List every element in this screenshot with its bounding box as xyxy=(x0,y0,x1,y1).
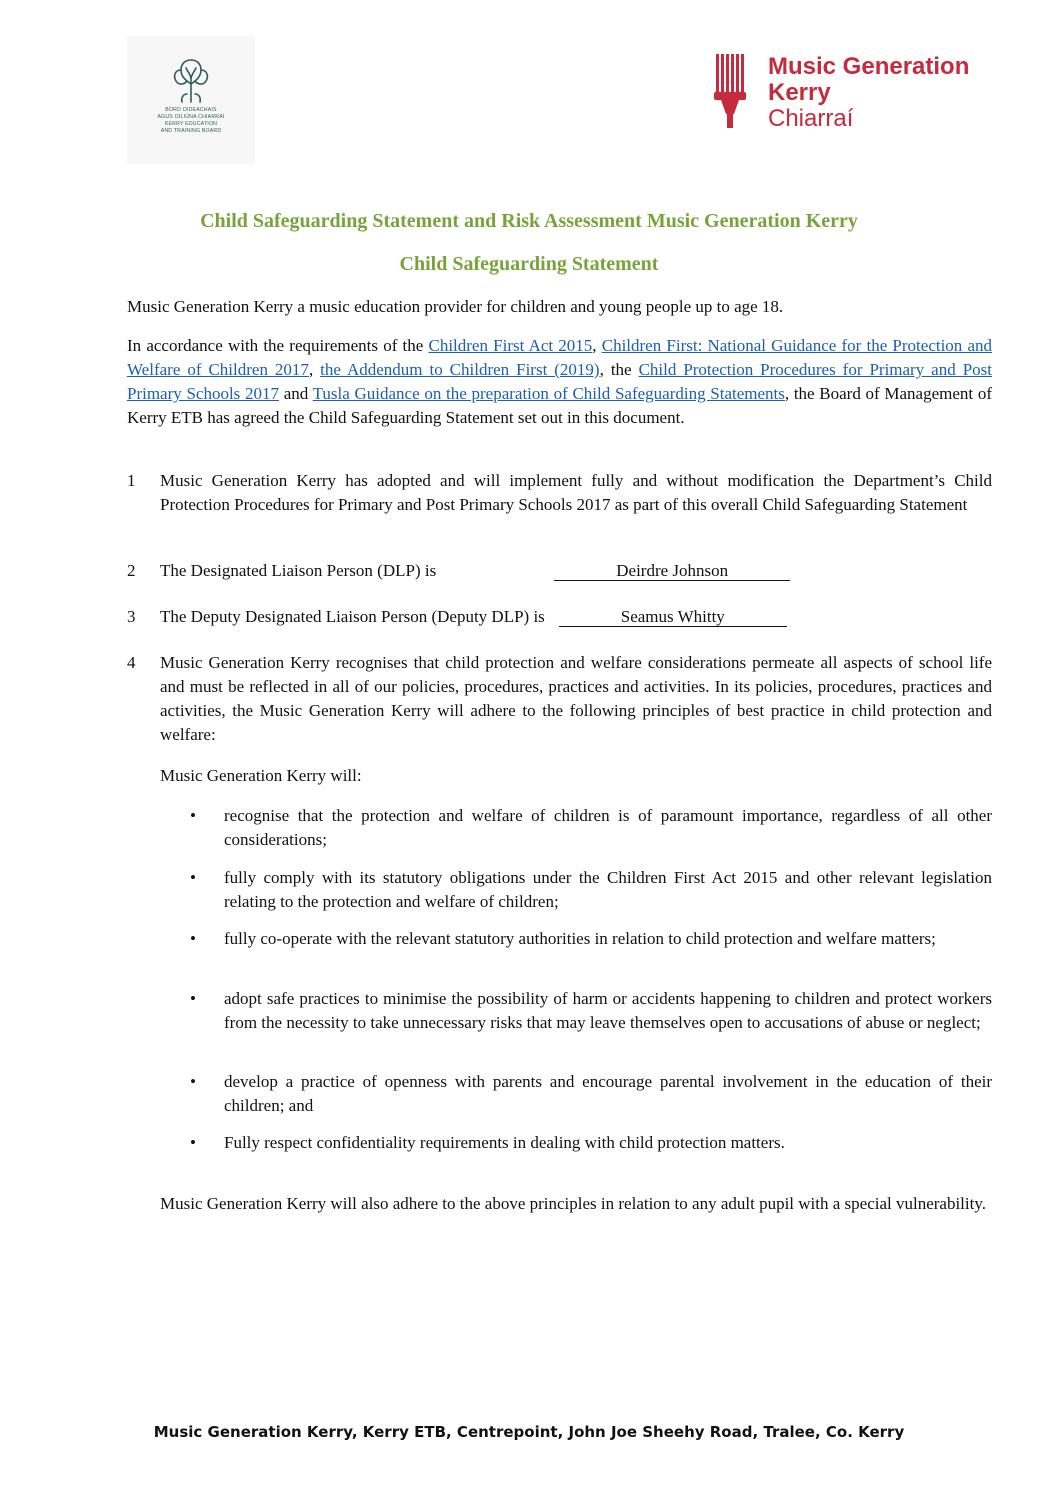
accordance-text: , xyxy=(308,360,321,379)
tree-icon xyxy=(169,54,213,104)
page-title: Child Safeguarding Statement and Risk Assessment Music Generation Kerry xyxy=(200,210,858,232)
will-intro: Music Generation Kerry will: xyxy=(160,766,362,785)
etb-logo-text xyxy=(127,107,255,135)
link-child-protection-procedures[interactable]: Child Protection Procedures for Primary and Post Primary Schools 2017 xyxy=(127,360,992,403)
bullet-icon: • xyxy=(190,1072,196,1091)
page-footer: Music Generation Kerry, Kerry ETB, Centrepoint, John Joe Sheehy Road, Tralee, Co. Kerry xyxy=(153,1423,905,1441)
bullet-icon: • xyxy=(190,989,196,1008)
item-number: 1 xyxy=(127,471,136,490)
intro-paragraph: Music Generation Kerry a music education provider for children and young people up to age 18. xyxy=(127,297,784,316)
link-national-guidance[interactable]: Children First: National Guidance for the Protection and Welfare of Children 2017 xyxy=(127,336,993,379)
accordance-text: In accordance with the requirements of the xyxy=(127,336,429,355)
accordance-text: and xyxy=(279,384,313,403)
mgk-logo-text xyxy=(768,54,969,132)
bullet-icon: • xyxy=(190,868,196,887)
item-number: 4 xyxy=(127,653,136,672)
mgk-logo-line3: Chiarraí xyxy=(768,105,854,132)
item-text: Music Generation Kerry has adopted and will implement fully and without modification the Department’s Child Protection Procedures for Primary and Post Primary Schools 2017 as part of this overall Child Safeguarding Statement xyxy=(160,471,992,514)
item-number: 3 xyxy=(127,607,136,626)
closing-paragraph: Music Generation Kerry will also adhere to the above principles in relation to any adult pupil with a special vulnerability. xyxy=(160,1194,986,1213)
deputy-dlp-label: The Deputy Designated Liaison Person (Deputy DLP) is xyxy=(160,607,545,626)
dlp-label: The Designated Liaison Person (DLP) is xyxy=(160,561,437,580)
accordance-paragraph xyxy=(127,334,992,430)
bullet-item: adopt safe practices to minimise the possibility of harm or accidents happening to children and protect workers from the necessity to take unnecessary risks that may leave themselves open to accusations of abuse or neglect; xyxy=(224,989,992,1032)
deputy-dlp-row xyxy=(160,605,992,629)
item-text: Music Generation Kerry recognises that child protection and welfare considerations permeate all aspects of school life and must be reflected in all of our policies, procedures, practices and activities. In its policies, procedures, practices and activities, the Music Generation Kerry will adhere to the following principles of best practice in child protection and welfare: xyxy=(160,653,992,744)
dlp-row xyxy=(160,559,992,583)
microphone-icon xyxy=(712,52,752,132)
bullet-icon: • xyxy=(190,929,196,948)
bullet-item: fully comply with its statutory obligations under the Children First Act 2015 and other relevant legislation relating to the protection and welfare of children; xyxy=(224,868,992,911)
music-generation-kerry-logo xyxy=(706,52,996,136)
bullet-item: Fully respect confidentiality requirements in dealing with child protection matters. xyxy=(224,1133,785,1152)
deputy-dlp-name: Seamus Whitty xyxy=(559,607,787,627)
mgk-logo-line2: Kerry xyxy=(768,79,831,106)
mgk-logo-line1: Music Generation xyxy=(768,53,970,80)
page-subtitle: Child Safeguarding Statement xyxy=(399,253,659,275)
link-children-first-act[interactable]: Children First Act 2015 xyxy=(428,336,593,355)
bullet-icon: • xyxy=(190,806,196,825)
bullet-icon: • xyxy=(190,1133,196,1152)
bullet-item: fully co-operate with the relevant statutory authorities in relation to child protection and welfare matters; xyxy=(224,929,936,948)
kerry-etb-logo xyxy=(127,36,255,164)
link-addendum[interactable]: the Addendum to Children First (2019) xyxy=(320,360,600,379)
bullet-item: develop a practice of openness with parents and encourage parental involvement in the education of their children; and xyxy=(224,1072,992,1115)
accordance-text: , the Board of Management of Kerry ETB has agreed the Child Safeguarding Statement set out in this document. xyxy=(127,384,992,427)
accordance-text: , the xyxy=(599,360,639,379)
bullet-item: recognise that the protection and welfare of children is of paramount importance, regardless of all other considerations; xyxy=(224,806,992,849)
item-number: 2 xyxy=(127,561,136,580)
dlp-name: Deirdre Johnson xyxy=(554,561,790,581)
etb-line: AGUS OILIÚNA CHIARRAÍ xyxy=(157,114,225,120)
link-tusla-guidance[interactable]: Tusla Guidance on the preparation of Child Safeguarding Statements xyxy=(312,384,785,403)
accordance-text: , xyxy=(592,336,602,355)
etb-line: AND TRAINING BOARD xyxy=(160,128,222,134)
etb-line: KERRY EDUCATION xyxy=(164,121,218,127)
etb-line: BORD OIDEACHAIS xyxy=(165,107,217,113)
